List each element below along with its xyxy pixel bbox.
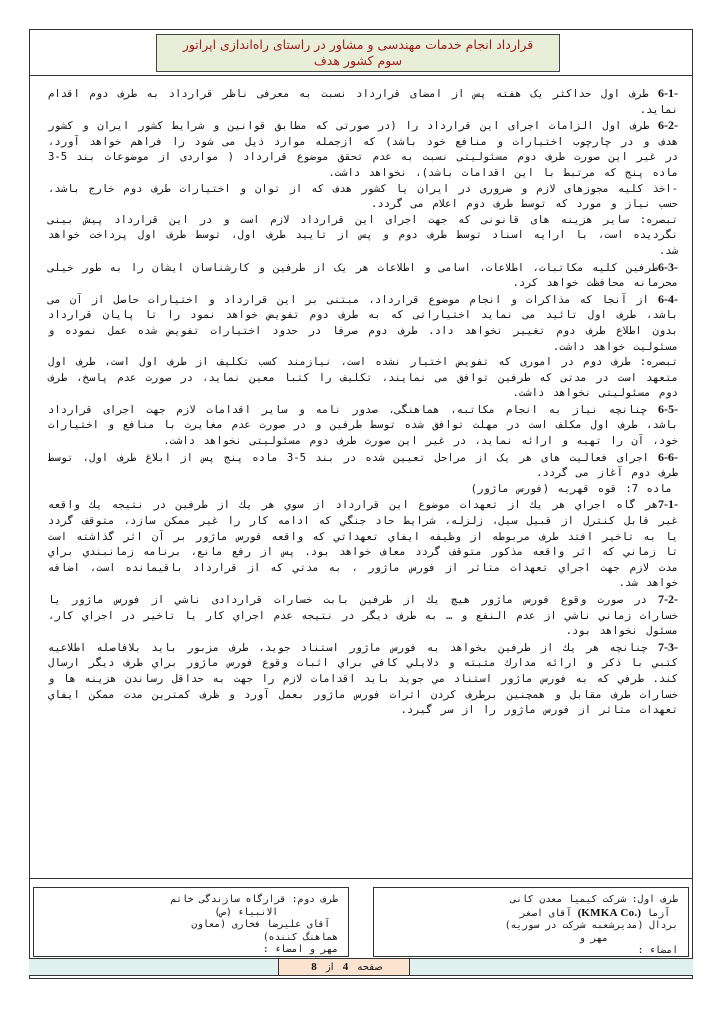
- clause-text: از آنجا که مذاکرات و انجام موضوع قرارداد، مبتنی بر این قرارداد و اختیارات حاصل از آن می باشد، طرف اول تائید می نماید اختیاراتی که به طرف دوم تفویض خواهد نمود را تا پایان قرارداد بدون اطلاع طرف دوم تغییر نخواهد داد. طرف دوم صرفا در حدود اختیارات تفویض شده عمل نموده و مسئولیت خواهد داشت.: [48, 293, 678, 353]
- article-7-heading: [48, 482, 678, 498]
- second-party-name-cont: الانبیاء (ص): [214, 906, 278, 918]
- clause-text: -اخذ کلیه مجوزهای لازم و ضروری در ایران یا کشور هدف که از توان و اختیارات طرف دوم خارج باشد، حسب نیاز و مورد که توسط طرف دوم اعلام می گردد.: [48, 182, 678, 211]
- second-party-name: طرف دوم: قرارگاه سازندگی خاتم: [170, 894, 338, 905]
- clause-text: چنانچه نیاز به انجام مکاتبه، هماهنگی، صدور نامه و سایر اقدامات لازم جهت اجرای قرارداد باشد، طرف اول مکلف است در مهلت توافق شده توسط طرفین و در صورت عدم مغایرت با منافع و اختیارات خود، آن را تهیه و ارائه نماید، در غیر این صورت طرف دوم مسئولیتی نخواهد داشت.: [48, 403, 678, 448]
- page-number-box: [278, 958, 410, 976]
- clause-6-3: [48, 260, 678, 292]
- clause-number: 6-5-: [658, 401, 678, 416]
- clause-6-6: [48, 450, 678, 482]
- clause-7-1: [48, 497, 678, 592]
- first-party-name: طرف اول: شرکت کیمیا معدن کانی: [510, 894, 678, 905]
- document-page: [29, 29, 693, 979]
- clause-text: تبصره: طرف دوم در اموری که تفویض اختیار نشده است، نیازمند کسب تکلیف از طرف اول است، طرف اول متعهد است در مدتی که طرفین توافق می نمایند، تکلیف را کتبا معین نماید، در صورت عدم پاسخ، طرف دوم مسئولیتی نخواهد داشت.: [48, 356, 678, 400]
- contract-body: [48, 86, 678, 719]
- clause-note-1: [48, 213, 678, 260]
- clause-6-2: [48, 118, 678, 181]
- clause-number: 6-1-: [658, 86, 678, 100]
- title-line-2: سوم کشور هدف: [313, 53, 403, 68]
- first-party-signature-box: [373, 887, 689, 957]
- clause-note-2: [48, 355, 678, 402]
- clause-text: چنانچه هر يك از طرفين بخواهد به فورس ماژور استناد جويد، طرف مزبور بايد بلافاصله اطلاعيه كتبي با ذكر و ارائه مدارك مثبته و دلايلي كافي براي اثبات وقوع فورس ماژور براي طرف ديگر ارسال كند. طرفي كه به فورس ماژور استناد مي جويد بايد اقدامات لازم را جهت به حداقل رساندن هزينه ها و خسارات طرف مقابل و همچنين برطرف كردن اثرات فورس ماژور بعمل آورد و ظرف كمترين مدت ممكن ايفاي تعهدات متاثر از فورس ماژور را از سر گيرد.: [48, 641, 678, 717]
- clause-text: تبصره: سایر هزینه های قانونی که جهت اجرای این قرارداد لازم است و در این قرارداد پیش بینی نگردیده است، با ارایه اسناد توسط طرف دوم و پس از تایید طرف اول، توسط طرف اول پرداخت خواهد شد.: [48, 213, 678, 257]
- clause-6-4: [48, 292, 678, 355]
- clause-text: اجرای فعالیت های هر یک از مراحل تعیین شده در بند 5-3 ماده پنج پس از ابلاغ طرف اول، توسط طرف دوم آغاز می گردد.: [48, 451, 678, 480]
- article-heading-text: ماده 7: قوه قهریه (فورس ماژور): [470, 482, 672, 495]
- first-party-role: بردال (مدیرشعبه شرکت در سوریه): [504, 920, 678, 931]
- first-party-company-abbr: (KMKA Co.): [577, 906, 642, 919]
- clause-7-3: [48, 640, 678, 719]
- clause-text: در صورت وقوع فورس ماژور هيچ يك از طرفين بابت خسارات قراردادی ناشي از فورس ماژور يا خسارات زماني ناشي از عدم النفع و … به طرف ديگر در نتيجه عدم اجراي كار يا تاخير در اجراي كار، مسئول نخواهد بود.: [48, 594, 678, 638]
- clause-6-1: [48, 86, 678, 118]
- clause-text: طرف اول الزامات اجرای این قرارداد را (در صورتی که مطابق قوانین و شرایط کشور ایران و کشور هدف و در چارچوب اختیارات و منافع خود باشد) که ازجمله موارد ذیل می شود را فراهم خواهد آورد، در غیر این صورت طرف دوم مسئولیتی نسبت به عدم تحقق موضوع قرارداد ( مواردی از موضوعات بند 5-3 ماده پنج که مرتبط با این اقدامات باشد)، نخواهد داشت.: [48, 120, 678, 179]
- first-party-company-text: آزما: [641, 907, 670, 919]
- clause-text: طرفین کلیه مکاتبات، اطلاعات، اسامی و اطلاعات هر یک از طرفین و کارشناسان ایشان را به طور خیلی محرمانه محافظت خواهد کرد.: [48, 261, 678, 290]
- of-label: از: [325, 962, 334, 973]
- signature-section: [30, 878, 692, 958]
- clause-number: 7-1-: [658, 497, 678, 512]
- second-party-signature-box: [33, 887, 349, 957]
- clause-text: هر گاه اجراي هر يك از تعهدات موضوع اين قرارداد از سوي هر يك از طرفين در نتيجه يك واقعه غير قابل كنترل از قبيل سيل، زلزله، شرايط حاد جنگي كه ادامه كار را غير ممكن سازد، متوقف گردد يا به تاخير افتد طرف مربوطه از وظيفه ايفاي تعهداتي كه واقعه فورس ماژور بر آن اثر گذاشته است تا زماني كه اثر واقعه مذكور متوقف گردد معاف خواهد بود. پس از رفع مانع، برنامه زمانبندي براي مدت لازم جهت اجراي تعهدات متاثر از فورس ماژور ، به مدتي كه از قرارداد باقيمانده است، اضافه خواهد شد.: [48, 499, 678, 590]
- header-band: [30, 30, 692, 76]
- clause-6-5: [48, 402, 678, 450]
- clause-number: 6-3-: [658, 259, 678, 274]
- second-party-signature-label: مهر و امضاء :: [262, 944, 338, 955]
- clause-number: 6-2-: [658, 118, 678, 133]
- clause-7-2: [48, 592, 678, 640]
- clause-number: 6-6-: [658, 449, 678, 464]
- current-page: 4: [342, 961, 349, 973]
- total-pages: 8: [311, 961, 317, 973]
- first-party-signature-label: امضاء :: [637, 945, 678, 956]
- clause-number: 6-4-: [658, 291, 678, 306]
- title-line-1: قرارداد انجام خدمات مهندسی و مشاور در راستای راه‌اندازی اپراتور: [182, 37, 534, 52]
- second-party-role: هماهنگ کننده): [262, 931, 338, 943]
- first-party-representative: آقای اصغر: [519, 907, 578, 919]
- document-title: [156, 34, 560, 72]
- clause-6-2-item: [48, 182, 678, 213]
- clause-number: 7-2-: [658, 592, 678, 606]
- first-party-company: [384, 907, 678, 921]
- clause-text: طرف اول حداکثر یک هفته پس از امضای قرارداد نسبت به معرفی ناظر قرارداد به طرف دوم اقدام نماید.: [48, 88, 678, 116]
- second-party-representative: آقای علیرضا فخاری (معاون: [191, 919, 330, 930]
- first-party-seal-label: مهر و: [579, 932, 608, 944]
- page-label: صفحه: [357, 962, 383, 973]
- clause-number: 7-3-: [658, 639, 678, 654]
